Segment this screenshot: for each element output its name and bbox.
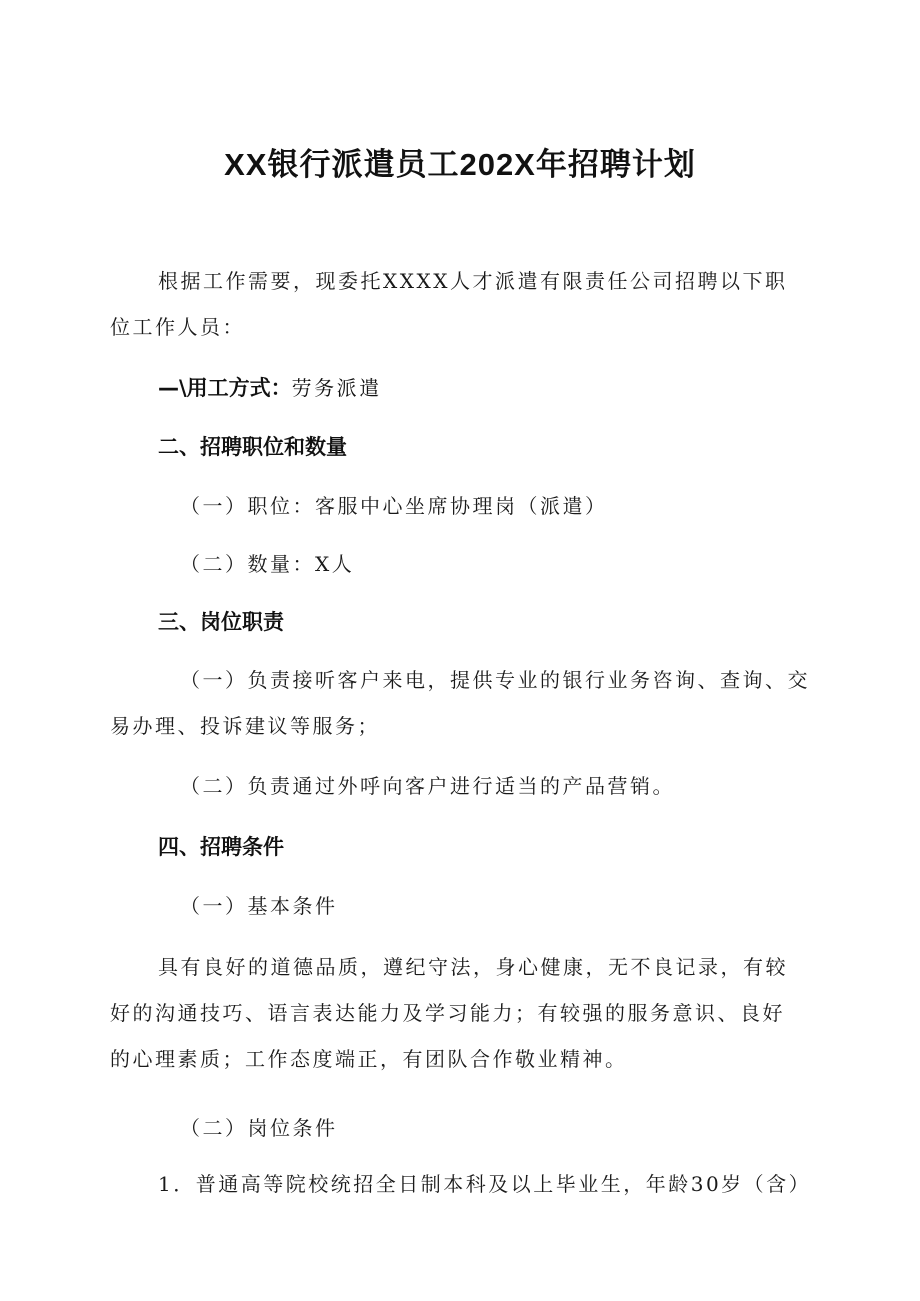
section-1-value: 劳务派遣 xyxy=(291,376,382,400)
section-2-item-2: （二）数量：X人 xyxy=(180,552,355,576)
section-3-item-1-line-2: 易办理、投诉建议等服务； xyxy=(110,714,380,738)
section-2-heading: 二、招聘职位和数量 xyxy=(158,435,347,459)
intro-paragraph xyxy=(110,258,830,350)
section-4-heading: 四、招聘条件 xyxy=(158,835,284,859)
section-3-item-2: （二）负责通过外呼向客户进行适当的产品营销。 xyxy=(180,774,675,798)
intro-line-2: 位工作人员： xyxy=(110,315,245,339)
section-3-item-1-line-1: （一）负责接听客户来电，提供专业的银行业务咨询、查询、交 xyxy=(180,668,810,692)
basic-conditions-line-1: 具有良好的道德品质，遵纪守法，身心健康，无不良记录，有较 xyxy=(158,955,788,979)
basic-conditions-line-3: 的心理素质；工作态度端正，有团队合作敬业精神。 xyxy=(110,1047,628,1071)
position-condition-1: 1．普通高等院校统招全日制本科及以上毕业生，年龄30岁（含） xyxy=(158,1172,812,1196)
document-title: XX银行派遣员工202X年招聘计划 xyxy=(224,147,696,182)
section-3-item-1 xyxy=(110,657,830,749)
section-4-sub-1: （一）基本条件 xyxy=(180,894,338,918)
section-1-heading xyxy=(158,364,382,412)
section-1-heading-text: —\用工方式： xyxy=(158,376,292,400)
section-4-sub-2: （二）岗位条件 xyxy=(180,1116,338,1140)
section-2-item-1: （一）职位：客服中心坐席协理岗（派遣） xyxy=(180,494,608,518)
basic-conditions-line-2: 好的沟通技巧、语言表达能力及学习能力；有较强的服务意识、良好 xyxy=(110,1001,785,1025)
intro-line-1: 根据工作需要，现委托XXXX人才派遣有限责任公司招聘以下职 xyxy=(158,269,788,293)
section-3-heading: 三、岗位职责 xyxy=(158,610,284,634)
basic-conditions-paragraph xyxy=(110,944,830,1082)
